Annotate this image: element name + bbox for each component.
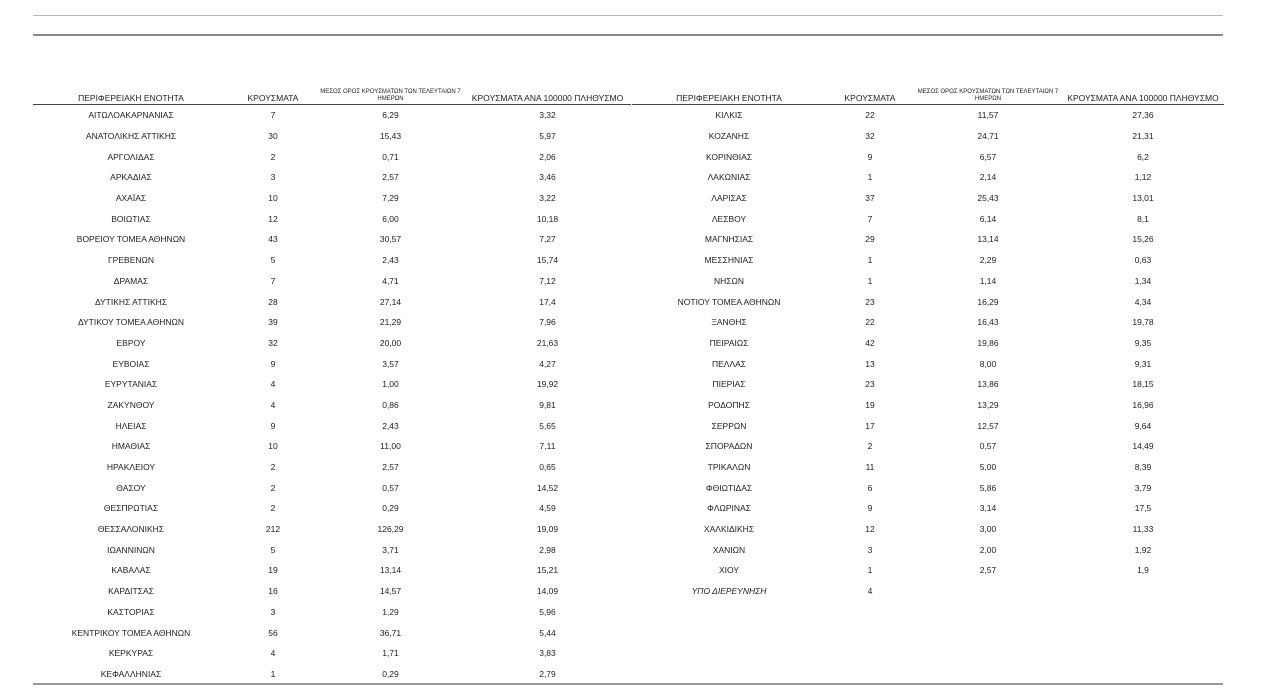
cell-cases: 56 bbox=[268, 627, 278, 638]
cell-region: ΘΕΣΣΑΛΟΝΙΚΗΣ bbox=[97, 524, 165, 535]
cell-per100k: 2,98 bbox=[539, 544, 556, 555]
cell-per100k: 6,2 bbox=[1137, 151, 1149, 162]
cell-avg7: 11,00 bbox=[380, 441, 401, 452]
table-row bbox=[632, 498, 1224, 519]
cell-avg7: 2,00 bbox=[979, 544, 997, 555]
cell-avg7: 16,43 bbox=[977, 317, 999, 328]
cell-region: ΗΜΑΘΙΑΣ bbox=[111, 441, 151, 452]
table-row bbox=[632, 436, 1224, 457]
table-row bbox=[632, 539, 1224, 560]
table-row bbox=[33, 271, 631, 292]
header-cases: ΚΡΟΥΣΜΑΤΑ bbox=[247, 93, 299, 103]
cell-avg7: 21,29 bbox=[379, 317, 402, 328]
header-avg7: ΜΕΣΟΣ ΟΡΟΣ ΚΡΟΥΣΜΑΤΩΝ ΤΩΝ ΤΕΛΕΥΤΑΙΩΝ 7 ΗΜΕΡΩΝ bbox=[320, 89, 461, 102]
cell-avg7: 2,14 bbox=[979, 172, 997, 183]
cell-avg7: 13,14 bbox=[379, 565, 402, 576]
cell-avg7: 2,57 bbox=[979, 565, 997, 576]
cell-region: ΗΛΕΙΑΣ bbox=[115, 420, 147, 431]
cell-cases: 4 bbox=[270, 379, 276, 390]
cell-per100k: 1,92 bbox=[1134, 544, 1152, 555]
cell-region: ΑΡΚΑΔΙΑΣ bbox=[110, 172, 152, 183]
table-row bbox=[33, 602, 631, 623]
cell-cases: 3 bbox=[270, 606, 276, 617]
table-row bbox=[33, 560, 631, 581]
header-cases: ΚΡΟΥΣΜΑΤΑ bbox=[844, 93, 896, 103]
cell-avg7: 3,00 bbox=[979, 524, 997, 535]
table-row bbox=[632, 333, 1224, 354]
cell-avg7: 0,29 bbox=[382, 503, 399, 514]
table-row bbox=[632, 105, 1224, 126]
cell-cases: 3 bbox=[867, 544, 873, 555]
cell-cases: 1 bbox=[867, 565, 873, 576]
cell-cases: 12 bbox=[865, 524, 875, 535]
cell-region: ΔΡΑΜΑΣ bbox=[113, 275, 149, 286]
cell-avg7: 1,71 bbox=[382, 648, 399, 659]
cell-per100k: 0,63 bbox=[1134, 255, 1152, 266]
cell-region: ΧΑΝΙΩΝ bbox=[712, 544, 746, 555]
table-row bbox=[33, 643, 631, 664]
cell-avg7: 6,57 bbox=[979, 151, 997, 162]
cell-per100k: 3,83 bbox=[539, 648, 556, 659]
cell-per100k: 7,11 bbox=[539, 441, 556, 452]
cell-region: ΚΑΒΑΛΑΣ bbox=[111, 565, 151, 576]
cell-per100k: 3,46 bbox=[539, 172, 556, 183]
cell-cases: 4 bbox=[270, 648, 276, 659]
table-row bbox=[33, 436, 631, 457]
cell-avg7: 6,29 bbox=[382, 110, 399, 121]
cell-per100k: 21,31 bbox=[1132, 131, 1154, 142]
cell-avg7: 126,29 bbox=[377, 524, 404, 535]
table-row bbox=[33, 457, 631, 478]
cell-avg7: 1,14 bbox=[979, 275, 997, 286]
cell-cases: 23 bbox=[865, 379, 875, 390]
cell-region: ΑΧΑΪΑΣ bbox=[115, 193, 147, 204]
cell-per100k: 4,27 bbox=[539, 358, 556, 369]
cell-avg7: 0,57 bbox=[979, 441, 997, 452]
cell-per100k: 3,79 bbox=[1134, 482, 1152, 493]
cell-per100k: 4,59 bbox=[539, 503, 556, 514]
cell-cases: 19 bbox=[268, 565, 278, 576]
cell-cases: 13 bbox=[865, 358, 875, 369]
cell-avg7: 0,71 bbox=[382, 151, 399, 162]
cell-cases: 4 bbox=[867, 586, 873, 597]
header-rule bbox=[33, 34, 1223, 36]
cell-region: ΝΗΣΩΝ bbox=[713, 275, 745, 286]
cell-cases: 7 bbox=[867, 213, 873, 224]
cell-per100k: 9,31 bbox=[1134, 358, 1152, 369]
cell-region: ΣΕΡΡΩΝ bbox=[711, 420, 747, 431]
cell-cases: 29 bbox=[865, 234, 875, 245]
cell-region: ΝΟΤΙΟΥ ΤΟΜΕΑ ΑΘΗΝΩΝ bbox=[677, 296, 781, 307]
cell-avg7: 8,00 bbox=[979, 358, 997, 369]
cell-region: ΔΥΤΙΚΟΥ ΤΟΜΕΑ ΑΘΗΝΩΝ bbox=[77, 317, 185, 328]
cell-per100k: 5,97 bbox=[539, 131, 556, 142]
cell-cases: 19 bbox=[865, 399, 875, 410]
cell-cases: 9 bbox=[270, 420, 276, 431]
cell-avg7: 0,57 bbox=[382, 482, 399, 493]
cell-avg7: 2,57 bbox=[382, 172, 399, 183]
table-row bbox=[632, 374, 1224, 395]
cell-region: ΙΩΑΝΝΙΝΩΝ bbox=[107, 544, 155, 555]
table-row bbox=[33, 250, 631, 271]
cell-avg7: 7,29 bbox=[382, 193, 399, 204]
cell-per100k: 7,27 bbox=[539, 234, 556, 245]
cell-per100k: 1,9 bbox=[1137, 565, 1149, 576]
table-row bbox=[33, 415, 631, 436]
cell-cases: 5 bbox=[270, 544, 276, 555]
table-row bbox=[33, 188, 631, 209]
table-row bbox=[632, 146, 1224, 167]
cell-region: ΡΟΔΟΠΗΣ bbox=[708, 399, 750, 410]
cell-region: ΕΥΒΟΙΑΣ bbox=[112, 358, 150, 369]
cell-per100k: 5,44 bbox=[539, 627, 556, 638]
cell-region: ΚΕΝΤΡΙΚΟΥ ΤΟΜΕΑ ΑΘΗΝΩΝ bbox=[71, 627, 191, 638]
table-row bbox=[33, 581, 631, 602]
cell-per100k: 1,12 bbox=[1134, 172, 1152, 183]
cell-region: ΜΑΓΝΗΣΙΑΣ bbox=[704, 234, 754, 245]
cell-avg7: 5,00 bbox=[979, 462, 997, 473]
cell-avg7: 27,14 bbox=[379, 296, 402, 307]
cell-cases: 30 bbox=[268, 131, 278, 142]
cell-region: ΗΡΑΚΛΕΙΟΥ bbox=[106, 462, 156, 473]
cell-region: ΛΕΣΒΟΥ bbox=[711, 213, 747, 224]
cell-cases: 212 bbox=[265, 524, 281, 535]
cell-cases: 5 bbox=[270, 255, 276, 266]
cell-region: ΧΑΛΚΙΔΙΚΗΣ bbox=[703, 524, 755, 535]
cell-avg7: 25,43 bbox=[977, 193, 999, 204]
cell-per100k: 14,09 bbox=[536, 586, 559, 597]
table-row bbox=[33, 519, 631, 540]
cell-cases: 10 bbox=[268, 441, 278, 452]
table-row bbox=[33, 167, 631, 188]
cell-per100k: 3,22 bbox=[539, 193, 556, 204]
cell-cases: 32 bbox=[268, 337, 278, 348]
table-row bbox=[33, 477, 631, 498]
header-avg7: ΜΕΣΟΣ ΟΡΟΣ ΚΡΟΥΣΜΑΤΩΝ ΤΩΝ ΤΕΛΕΥΤΑΙΩΝ 7 ΗΜΕΡΩΝ bbox=[917, 89, 1059, 102]
table-header bbox=[632, 84, 1224, 105]
cell-cases: 2 bbox=[270, 151, 276, 162]
cell-cases: 1 bbox=[270, 668, 276, 679]
cell-per100k: 17,5 bbox=[1134, 503, 1152, 514]
cell-avg7: 6,00 bbox=[382, 213, 399, 224]
cell-region: ΚΙΛΚΙΣ bbox=[715, 110, 743, 121]
cell-region: ΠΙΕΡΙΑΣ bbox=[712, 379, 746, 390]
cell-per100k: 8,39 bbox=[1134, 462, 1152, 473]
table-row bbox=[33, 664, 631, 685]
cell-per100k: 0,65 bbox=[539, 462, 556, 473]
cell-region: ΚΑΣΤΟΡΙΑΣ bbox=[107, 606, 155, 617]
cell-per100k: 14,52 bbox=[536, 482, 559, 493]
cell-region: ΞΑΝΘΗΣ bbox=[711, 317, 747, 328]
table-body bbox=[33, 105, 631, 684]
cell-region: ΕΒΡΟΥ bbox=[116, 337, 146, 348]
table-row bbox=[632, 477, 1224, 498]
cell-per100k: 27,36 bbox=[1132, 110, 1154, 121]
cell-cases: 7 bbox=[270, 275, 276, 286]
cell-avg7: 20,00 bbox=[379, 337, 402, 348]
cell-per100k: 3,32 bbox=[539, 110, 556, 121]
cell-avg7: 2,43 bbox=[382, 420, 399, 431]
cell-avg7: 14,57 bbox=[379, 586, 402, 597]
cell-avg7: 19,86 bbox=[977, 337, 999, 348]
cell-per100k: 11,33 bbox=[1132, 524, 1154, 535]
table-row bbox=[33, 208, 631, 229]
cell-avg7: 2,29 bbox=[979, 255, 997, 266]
cell-cases: 39 bbox=[268, 317, 278, 328]
cell-per100k: 4,34 bbox=[1134, 296, 1152, 307]
table-row bbox=[632, 250, 1224, 271]
table-row bbox=[33, 622, 631, 643]
cell-region: ΘΕΣΠΡΩΤΙΑΣ bbox=[103, 503, 159, 514]
table-row bbox=[632, 188, 1224, 209]
table-row bbox=[632, 167, 1224, 188]
cell-cases: 2 bbox=[270, 503, 276, 514]
cell-cases: 11 bbox=[865, 462, 875, 473]
cell-cases: 6 bbox=[867, 482, 873, 493]
cell-avg7: 2,57 bbox=[382, 462, 399, 473]
cell-region: ΛΑΡΙΣΑΣ bbox=[711, 193, 747, 204]
cell-region: ΦΛΩΡΙΝΑΣ bbox=[707, 503, 751, 514]
header-per100k: ΚΡΟΥΣΜΑΤΑ ΑΝΑ 100000 ΠΛΗΘΥΣΜΟ bbox=[471, 93, 624, 103]
cell-avg7: 36,71 bbox=[379, 627, 402, 638]
cell-region: ΖΑΚΥΝΘΟΥ bbox=[107, 399, 155, 410]
table-header bbox=[33, 84, 631, 105]
table-row bbox=[33, 105, 631, 126]
cell-per100k: 2,79 bbox=[539, 668, 556, 679]
table-row bbox=[33, 312, 631, 333]
cell-cases: 9 bbox=[270, 358, 276, 369]
cell-cases: 2 bbox=[270, 462, 276, 473]
cell-cases: 43 bbox=[268, 234, 278, 245]
bottom-rule bbox=[33, 683, 1223, 685]
table-row bbox=[33, 146, 631, 167]
table-row bbox=[632, 271, 1224, 292]
cell-cases: 42 bbox=[865, 337, 875, 348]
cell-avg7: 3,14 bbox=[979, 503, 997, 514]
table-row bbox=[33, 291, 631, 312]
cell-region: ΕΥΡΥΤΑΝΙΑΣ bbox=[104, 379, 158, 390]
cell-region: ΒΟΡΕΙΟΥ ΤΟΜΕΑ ΑΘΗΝΩΝ bbox=[76, 234, 186, 245]
cell-cases: 3 bbox=[270, 172, 276, 183]
cell-cases: 7 bbox=[270, 110, 276, 121]
cell-per100k: 17,4 bbox=[539, 296, 556, 307]
cell-region: ΠΕΙΡΑΙΩΣ bbox=[709, 337, 749, 348]
cell-region: ΦΘΙΩΤΙΔΑΣ bbox=[705, 482, 753, 493]
cell-region: ΜΕΣΣΗΝΙΑΣ bbox=[704, 255, 754, 266]
table-row bbox=[33, 539, 631, 560]
cell-per100k: 18,15 bbox=[1132, 379, 1154, 390]
cell-region: ΠΕΛΛΑΣ bbox=[711, 358, 747, 369]
cell-cases: 28 bbox=[268, 296, 278, 307]
cell-avg7: 13,14 bbox=[977, 234, 999, 245]
cell-cases: 23 bbox=[865, 296, 875, 307]
cell-per100k: 13,01 bbox=[1132, 193, 1154, 204]
cell-cases: 4 bbox=[270, 399, 276, 410]
cell-per100k: 10,18 bbox=[536, 213, 559, 224]
cell-region: ΑΙΤΩΛΟΑΚΑΡΝΑΝΙΑΣ bbox=[88, 110, 174, 121]
cell-per100k: 5,65 bbox=[539, 420, 556, 431]
cell-per100k: 15,26 bbox=[1132, 234, 1154, 245]
cell-avg7: 3,57 bbox=[382, 358, 399, 369]
table-row bbox=[632, 457, 1224, 478]
cell-cases: 10 bbox=[268, 193, 278, 204]
cell-cases: 32 bbox=[865, 131, 875, 142]
header-region: ΠΕΡΙΦΕΡΕΙΑΚΗ ΕΝΟΤΗΤΑ bbox=[78, 93, 184, 103]
cell-avg7: 11,57 bbox=[977, 110, 999, 121]
cell-per100k: 15,74 bbox=[536, 255, 559, 266]
cell-region: ΔΥΤΙΚΗΣ ΑΤΤΙΚΗΣ bbox=[94, 296, 168, 307]
cell-region: ΣΠΟΡΑΔΩΝ bbox=[705, 441, 753, 452]
cell-per100k: 14,49 bbox=[1132, 441, 1154, 452]
table-row bbox=[632, 229, 1224, 250]
table-row bbox=[632, 415, 1224, 436]
header-per100k: ΚΡΟΥΣΜΑΤΑ ΑΝΑ 100000 ΠΛΗΘΥΣΜΟ bbox=[1067, 93, 1219, 103]
cell-avg7: 15,43 bbox=[379, 131, 402, 142]
cell-per100k: 8,1 bbox=[1137, 213, 1149, 224]
table-row bbox=[632, 395, 1224, 416]
cell-cases: 17 bbox=[865, 420, 875, 431]
cell-per100k: 15,21 bbox=[536, 565, 559, 576]
cell-avg7: 24,71 bbox=[977, 131, 999, 142]
cell-cases: 1 bbox=[867, 275, 873, 286]
cell-avg7: 13,86 bbox=[977, 379, 999, 390]
cell-avg7: 3,71 bbox=[382, 544, 399, 555]
table-row bbox=[632, 291, 1224, 312]
cell-cases: 9 bbox=[867, 503, 873, 514]
cell-avg7: 1,29 bbox=[382, 606, 399, 617]
cell-per100k: 7,12 bbox=[539, 275, 556, 286]
cell-region: ΚΟΖΑΝΗΣ bbox=[708, 131, 750, 142]
cell-region: ΚΑΡΔΙΤΣΑΣ bbox=[108, 586, 154, 597]
cell-avg7: 2,43 bbox=[382, 255, 399, 266]
table-row bbox=[33, 333, 631, 354]
cell-region: ΘΑΣΟΥ bbox=[116, 482, 146, 493]
cell-per100k: 2,06 bbox=[539, 151, 556, 162]
cell-per100k: 21,63 bbox=[536, 337, 559, 348]
cell-avg7: 6,14 bbox=[979, 213, 997, 224]
cell-per100k: 19,09 bbox=[536, 524, 559, 535]
cell-region: ΒΟΙΩΤΙΑΣ bbox=[111, 213, 151, 224]
table-body bbox=[632, 105, 1224, 602]
cell-region: ΑΝΑΤΟΛΙΚΗΣ ΑΤΤΙΚΗΣ bbox=[85, 131, 177, 142]
cell-avg7: 0,86 bbox=[382, 399, 399, 410]
table-row bbox=[632, 581, 1224, 602]
cell-region: ΧΙΟΥ bbox=[718, 565, 740, 576]
cell-cases: 1 bbox=[867, 172, 873, 183]
cell-avg7: 1,00 bbox=[382, 379, 399, 390]
cell-cases: 16 bbox=[268, 586, 278, 597]
cell-per100k: 19,78 bbox=[1132, 317, 1154, 328]
cell-avg7: 13,29 bbox=[977, 399, 999, 410]
cell-cases: 12 bbox=[268, 213, 278, 224]
cell-per100k: 1,34 bbox=[1134, 275, 1152, 286]
table-row bbox=[33, 126, 631, 147]
table-row bbox=[632, 126, 1224, 147]
table-row bbox=[33, 374, 631, 395]
cell-per100k: 16,96 bbox=[1132, 399, 1154, 410]
table-row bbox=[33, 229, 631, 250]
cell-region: ΛΑΚΩΝΙΑΣ bbox=[707, 172, 751, 183]
cell-per100k: 5,96 bbox=[539, 606, 556, 617]
cell-region: ΚΟΡΙΝΘΙΑΣ bbox=[705, 151, 753, 162]
table-row bbox=[632, 208, 1224, 229]
cell-cases: 37 bbox=[865, 193, 875, 204]
cell-avg7: 16,29 bbox=[977, 296, 999, 307]
table-row bbox=[632, 353, 1224, 374]
cell-cases: 22 bbox=[865, 317, 875, 328]
cell-region: ΤΡΙΚΑΛΩΝ bbox=[707, 462, 751, 473]
table-row bbox=[632, 312, 1224, 333]
cell-cases: 22 bbox=[865, 110, 875, 121]
cell-cases: 9 bbox=[867, 151, 873, 162]
table-row bbox=[33, 498, 631, 519]
cell-region: ΚΕΡΚΥΡΑΣ bbox=[108, 648, 154, 659]
cell-per100k: 7,96 bbox=[539, 317, 556, 328]
cell-cases: 1 bbox=[867, 255, 873, 266]
cell-per100k: 9,35 bbox=[1134, 337, 1152, 348]
table-row bbox=[632, 519, 1224, 540]
cell-avg7: 30,57 bbox=[379, 234, 402, 245]
cell-region: ΑΡΓΟΛΙΔΑΣ bbox=[107, 151, 155, 162]
top-rule bbox=[33, 15, 1223, 16]
cell-per100k: 9,64 bbox=[1134, 420, 1152, 431]
cell-avg7: 4,71 bbox=[382, 275, 399, 286]
cell-avg7: 5,86 bbox=[979, 482, 997, 493]
header-region: ΠΕΡΙΦΕΡΕΙΑΚΗ ΕΝΟΤΗΤΑ bbox=[676, 93, 782, 103]
cell-avg7: 0,29 bbox=[382, 668, 399, 679]
cases-table-right bbox=[632, 84, 1224, 602]
cell-per100k: 19,92 bbox=[536, 379, 559, 390]
cell-region: ΚΕΦΑΛΛΗΝΙΑΣ bbox=[100, 668, 162, 679]
cases-table-left bbox=[33, 84, 631, 684]
cell-avg7: 12,57 bbox=[977, 420, 999, 431]
cell-cases: 2 bbox=[270, 482, 276, 493]
cell-per100k: 9,81 bbox=[539, 399, 556, 410]
cell-region: ΓΡΕΒΕΝΩΝ bbox=[108, 255, 154, 266]
cell-region: ΥΠΟ ΔΙΕΡΕΥΝΗΣΗ bbox=[691, 586, 767, 597]
table-row bbox=[33, 353, 631, 374]
table-row bbox=[33, 395, 631, 416]
table-row bbox=[632, 560, 1224, 581]
cell-cases: 2 bbox=[867, 441, 873, 452]
